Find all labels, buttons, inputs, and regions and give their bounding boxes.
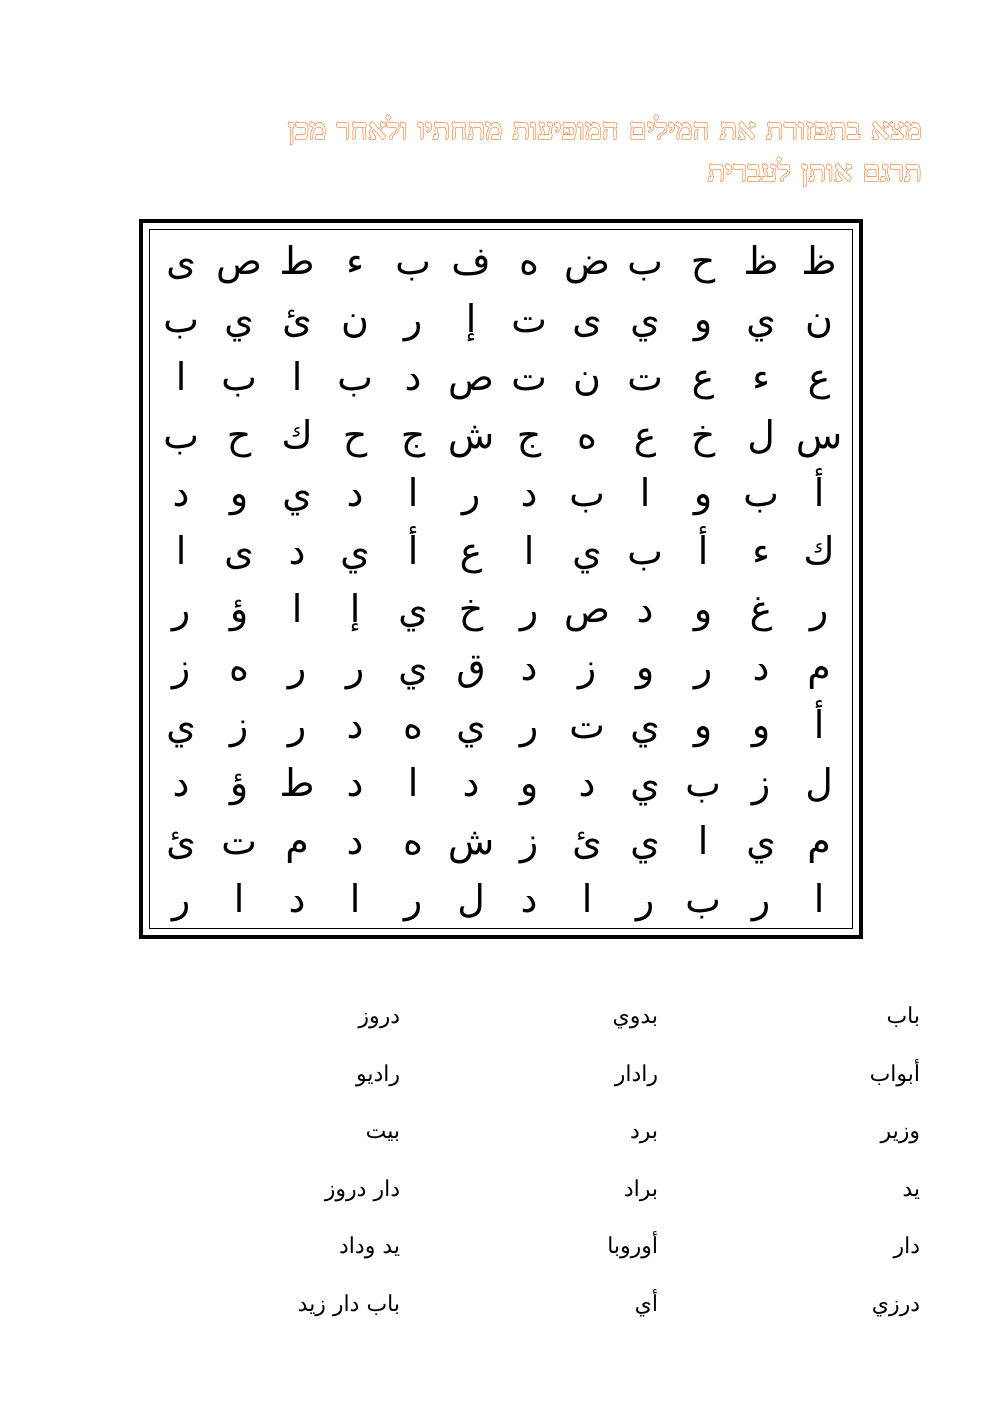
grid-letter[interactable]: ب — [337, 355, 373, 399]
grid-letter[interactable]: ي — [572, 529, 602, 573]
grid-letter[interactable]: ض — [564, 239, 610, 283]
grid-letter[interactable]: س — [795, 413, 843, 457]
grid-letter[interactable]: ب — [685, 761, 721, 805]
grid-letter[interactable]: ي — [398, 587, 428, 631]
grid-letter[interactable]: ي — [746, 819, 776, 863]
grid-letter[interactable]: ى — [224, 529, 254, 573]
grid-letter[interactable]: ص — [448, 355, 494, 399]
grid-letter[interactable]: ش — [447, 413, 495, 457]
word-list-item: دار دروز — [324, 1176, 400, 1202]
grid-letter[interactable]: خ — [690, 413, 716, 457]
grid-letter[interactable]: ر — [345, 645, 365, 689]
grid-letter[interactable]: ئ — [166, 819, 196, 863]
grid-letter[interactable]: ج — [400, 413, 426, 457]
grid-letter[interactable]: ا — [407, 471, 419, 515]
grid-letter[interactable]: د — [752, 645, 770, 689]
grid-letter[interactable]: ي — [166, 703, 196, 747]
grid-letter[interactable]: و — [229, 471, 249, 515]
grid-letter[interactable]: ر — [171, 587, 191, 631]
instructions-line-2: תרגם אותן לעברית — [707, 154, 922, 188]
grid-letter[interactable]: ب — [163, 297, 199, 341]
word-list-item: أوروبا — [607, 1234, 658, 1260]
grid-letter[interactable]: ر — [461, 471, 481, 515]
word-list-row — [200, 1103, 920, 1161]
grid-letter[interactable]: ع — [691, 355, 715, 399]
grid-letter[interactable]: أ — [697, 529, 709, 573]
grid-letter[interactable]: ي — [630, 761, 660, 805]
grid-letter[interactable]: ز — [751, 761, 771, 805]
grid-letter[interactable]: ه — [519, 239, 539, 283]
grid-letter[interactable]: ع — [459, 529, 483, 573]
grid-letter[interactable]: ز — [577, 645, 597, 689]
grid-letter[interactable]: ر — [519, 703, 539, 747]
grid-letter[interactable]: ا — [291, 355, 303, 399]
grid-letter[interactable]: ا — [233, 877, 245, 921]
grid-letter[interactable]: ز — [519, 819, 539, 863]
word-list-item: باب دار زيد — [297, 1291, 400, 1317]
grid-letter[interactable]: ا — [175, 355, 187, 399]
grid-letter[interactable]: ا — [349, 877, 361, 921]
word-list-row — [200, 1161, 920, 1219]
grid-letter[interactable]: أ — [813, 703, 825, 747]
grid-letter[interactable]: أ — [407, 529, 419, 573]
grid-letter[interactable]: ه — [229, 645, 249, 689]
grid-letter[interactable]: ل — [457, 877, 485, 921]
grid-letter[interactable]: ا — [291, 587, 303, 631]
grid-letter[interactable]: ي — [282, 471, 312, 515]
grid-letter[interactable]: ء — [346, 239, 364, 283]
grid-letter[interactable]: د — [172, 471, 190, 515]
grid-letter[interactable]: ر — [809, 587, 829, 631]
grid-letter[interactable]: و — [751, 703, 771, 747]
word-list-item: أي — [634, 1291, 658, 1317]
grid-letter[interactable]: ي — [456, 703, 486, 747]
grid-letter[interactable]: د — [346, 761, 364, 805]
grid-letter[interactable]: د — [288, 877, 306, 921]
grid-letter[interactable]: ى — [572, 297, 602, 341]
grid-letter[interactable]: د — [520, 877, 538, 921]
grid-row — [152, 406, 848, 464]
grid-row — [152, 348, 848, 406]
grid-letter[interactable]: د — [520, 471, 538, 515]
grid-letter[interactable]: ا — [639, 471, 651, 515]
grid-letter[interactable]: د — [346, 819, 364, 863]
grid-letter[interactable]: ا — [813, 877, 825, 921]
grid-letter[interactable]: ر — [693, 645, 713, 689]
grid-row — [152, 580, 848, 638]
grid-letter[interactable]: ت — [221, 819, 257, 863]
grid-letter[interactable]: ت — [569, 703, 605, 747]
grid-letter[interactable]: ء — [752, 355, 770, 399]
word-list-item: درزي — [871, 1291, 920, 1317]
grid-row — [152, 638, 848, 696]
grid-letter[interactable]: ط — [279, 761, 315, 805]
grid-letter[interactable]: م — [285, 819, 309, 863]
grid-letter[interactable]: ر — [171, 877, 191, 921]
grid-letter[interactable]: ه — [403, 819, 423, 863]
grid-row — [152, 290, 848, 348]
grid-letter[interactable]: ي — [224, 297, 254, 341]
grid-letter[interactable]: ر — [403, 297, 423, 341]
word-list-item: رادار — [614, 1061, 658, 1087]
grid-letter[interactable]: و — [693, 297, 713, 341]
grid-letter[interactable]: ق — [456, 645, 486, 689]
grid-letter[interactable]: إ — [465, 297, 477, 341]
instructions-line-1: מצא בתפזורת את המילים המופיעות מתחתיו ולאחר מכן — [287, 112, 922, 146]
grid-row — [152, 232, 848, 290]
grid-letter[interactable]: ي — [340, 529, 370, 573]
grid-letter[interactable]: ط — [279, 239, 315, 283]
grid-letter[interactable]: ل — [805, 761, 833, 805]
grid-letter[interactable]: ي — [630, 297, 660, 341]
grid-letter[interactable]: د — [288, 529, 306, 573]
grid-letter[interactable]: إ — [349, 587, 361, 631]
grid-letter[interactable]: ش — [447, 819, 495, 863]
grid-letter[interactable]: ح — [226, 413, 252, 457]
instructions-heading — [60, 108, 922, 192]
grid-row — [152, 464, 848, 522]
grid-letter[interactable]: ر — [403, 877, 423, 921]
grid-letter[interactable]: ب — [685, 877, 721, 921]
word-list — [200, 988, 920, 1333]
grid-row — [152, 522, 848, 580]
word-list-item: وزير — [880, 1119, 920, 1145]
grid-letter[interactable]: د — [404, 355, 422, 399]
grid-letter[interactable]: ب — [163, 413, 199, 457]
grid-letter[interactable]: ر — [519, 587, 539, 631]
word-list-item: يد وداد — [339, 1234, 400, 1260]
grid-letter[interactable]: د — [520, 645, 538, 689]
grid-letter[interactable]: و — [635, 645, 655, 689]
grid-letter[interactable]: ا — [175, 529, 187, 573]
grid-letter[interactable]: د — [346, 471, 364, 515]
word-list-item: براد — [623, 1176, 658, 1202]
word-list-item: بيت — [365, 1119, 400, 1145]
grid-letter[interactable]: ع — [807, 355, 831, 399]
grid-letter[interactable]: ك — [803, 529, 835, 573]
grid-letter[interactable]: ئ — [572, 819, 602, 863]
grid-letter[interactable]: ظ — [743, 239, 779, 283]
word-list-item: دار — [893, 1234, 920, 1260]
grid-letter[interactable]: ر — [287, 703, 307, 747]
grid-letter[interactable]: ب — [395, 239, 431, 283]
word-list-row — [200, 1046, 920, 1104]
word-list-item: يد — [902, 1176, 920, 1202]
grid-letter[interactable]: ؤ — [229, 761, 249, 805]
grid-letter[interactable]: ح — [342, 413, 368, 457]
grid-letter[interactable]: و — [693, 703, 713, 747]
word-list-row — [200, 1218, 920, 1276]
grid-letter[interactable]: ت — [511, 297, 547, 341]
grid-letter[interactable]: ا — [697, 819, 709, 863]
grid-letter[interactable]: ر — [635, 877, 655, 921]
word-list-row — [200, 1276, 920, 1334]
grid-letter[interactable]: ن — [805, 297, 833, 341]
grid-letter[interactable]: ه — [577, 413, 597, 457]
word-list-item: بدوي — [612, 1004, 658, 1030]
grid-letter[interactable]: ت — [511, 355, 547, 399]
grid-letter[interactable]: ز — [229, 703, 249, 747]
grid-letter[interactable]: ي — [630, 703, 660, 747]
grid-letter[interactable]: م — [807, 819, 831, 863]
grid-letter[interactable]: ن — [341, 297, 369, 341]
grid-letter[interactable]: ا — [581, 877, 593, 921]
grid-letter[interactable]: ص — [216, 239, 262, 283]
grid-letter[interactable]: ز — [171, 645, 191, 689]
grid-letter[interactable]: ؤ — [229, 587, 249, 631]
grid-letter[interactable]: و — [693, 471, 713, 515]
grid-letter[interactable]: خ — [458, 587, 484, 631]
grid-letter[interactable]: ب — [569, 471, 605, 515]
grid-letter[interactable]: د — [346, 703, 364, 747]
word-list-item: برد — [629, 1119, 658, 1145]
grid-letter[interactable]: ص — [564, 587, 610, 631]
grid-letter[interactable]: ر — [751, 877, 771, 921]
grid-letter[interactable]: ا — [407, 761, 419, 805]
grid-letter[interactable]: ا — [523, 529, 535, 573]
grid-letter[interactable]: د — [636, 587, 654, 631]
word-list-item: باب — [886, 1004, 920, 1030]
word-list-item: راديو — [355, 1061, 400, 1087]
grid-letter[interactable]: ع — [633, 413, 657, 457]
grid-letter[interactable]: ك — [281, 413, 313, 457]
grid-letter[interactable]: ب — [627, 529, 663, 573]
grid-letter[interactable]: د — [172, 761, 190, 805]
grid-letter[interactable]: ى — [166, 239, 196, 283]
grid-letter[interactable]: ئ — [282, 297, 312, 341]
grid-letter[interactable]: أ — [813, 471, 825, 515]
grid-letter[interactable]: ب — [627, 239, 663, 283]
grid-letter[interactable]: و — [519, 761, 539, 805]
grid-letter[interactable]: د — [578, 761, 596, 805]
grid-letter[interactable]: ل — [747, 413, 775, 457]
grid-row — [152, 754, 848, 812]
grid-letter[interactable]: ف — [451, 239, 491, 283]
grid-letter[interactable]: ي — [398, 645, 428, 689]
grid-letter[interactable]: ب — [743, 471, 779, 515]
grid-letter[interactable]: ه — [403, 703, 423, 747]
grid-letter[interactable]: غ — [749, 587, 773, 631]
grid-letter[interactable]: ت — [627, 355, 663, 399]
grid-letter[interactable]: ح — [690, 239, 716, 283]
grid-letter[interactable]: ن — [573, 355, 601, 399]
grid-letter[interactable]: ر — [287, 645, 307, 689]
grid-letter[interactable]: ء — [752, 529, 770, 573]
word-list-row — [200, 988, 920, 1046]
grid-letter[interactable]: ي — [746, 297, 776, 341]
word-search-grid — [152, 232, 848, 928]
grid-letter[interactable]: ج — [516, 413, 542, 457]
grid-letter[interactable]: و — [693, 587, 713, 631]
word-list-item: دروز — [358, 1004, 400, 1030]
grid-letter[interactable]: ظ — [801, 239, 837, 283]
grid-row — [152, 812, 848, 870]
grid-letter[interactable]: م — [807, 645, 831, 689]
word-list-item: أبواب — [869, 1061, 920, 1087]
grid-row — [152, 870, 848, 928]
grid-letter[interactable]: ي — [630, 819, 660, 863]
grid-row — [152, 696, 848, 754]
grid-letter[interactable]: د — [462, 761, 480, 805]
grid-letter[interactable]: ب — [221, 355, 257, 399]
